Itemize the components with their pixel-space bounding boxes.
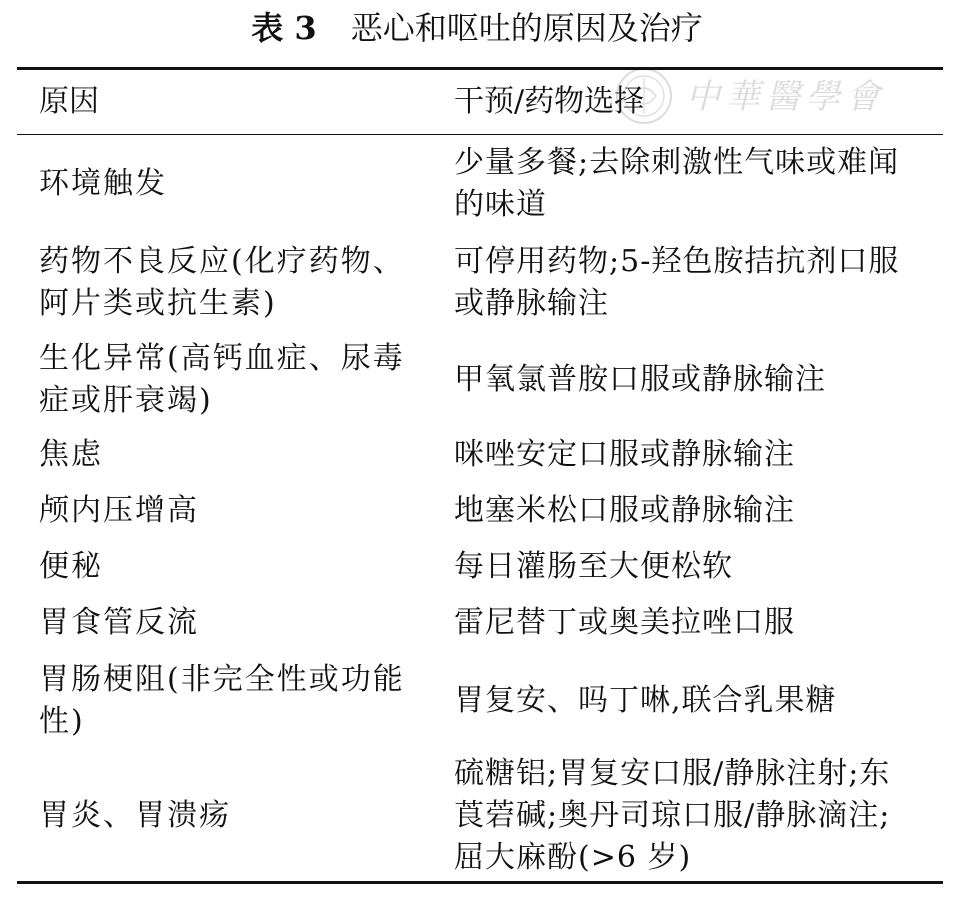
cause-cell: 环境触发 [39,165,167,201]
cause-cell: 胃肠梗阻(非完全性或功能性) [39,661,405,739]
cause-cell: 便秘 [39,548,103,584]
treatment-cell: 每日灌肠至大便松软 [454,548,733,584]
treatment-cell: 可停用药物;5-羟色胺拮抗剂口服或静脉输注 [454,243,900,321]
cause-cell: 颅内压增高 [39,492,199,528]
treatment-cell: 雷尼替丁或奥美拉唑口服 [454,604,795,640]
treatment-cell: 硫糖铝;胃复安口服/静脉注射;东莨菪碱;奥丹司琼口服/静脉滴注;屈大麻酚(>6 岁) [454,755,891,875]
cause-cell: 胃炎、胃溃疡 [39,797,231,833]
column-header-treatment: 干预/药物选择 [454,84,645,119]
treatment-cell: 甲氧氯普胺口服或静脉输注 [454,361,826,397]
table-number: 表 3 [251,9,317,47]
treatment-cell: 咪唑安定口服或静脉输注 [454,436,795,472]
table-row [17,483,943,539]
treatment-cell: 地塞米松口服或静脉输注 [454,492,795,528]
table-row [17,539,943,595]
cause-cell: 焦虑 [39,436,103,472]
table-row [17,233,943,333]
causes-treatment-table [17,67,943,884]
column-header-cause: 原因 [39,84,99,119]
table-row [17,751,943,883]
treatment-cell: 少量多餐;去除刺激性气味或难闻的味道 [454,144,900,222]
cause-cell: 药物不良反应(化疗药物、阿片类或抗生素) [39,243,405,321]
watermark-text: 中華醫學會 [686,77,886,117]
table-row [17,595,943,651]
cause-cell: 生化异常(高钙血症、尿毒症或肝衰竭) [39,340,405,418]
table-title [0,6,954,50]
table-row [17,427,943,483]
table-header-row [17,69,943,135]
treatment-cell: 胃复安、吗丁啉,联合乳果糖 [454,682,837,718]
table-row [17,333,943,427]
table-row [17,135,943,233]
table-caption: 恶心和呕吐的原因及治疗 [350,9,703,47]
cause-cell: 胃食管反流 [39,604,199,640]
table-row [17,651,943,751]
